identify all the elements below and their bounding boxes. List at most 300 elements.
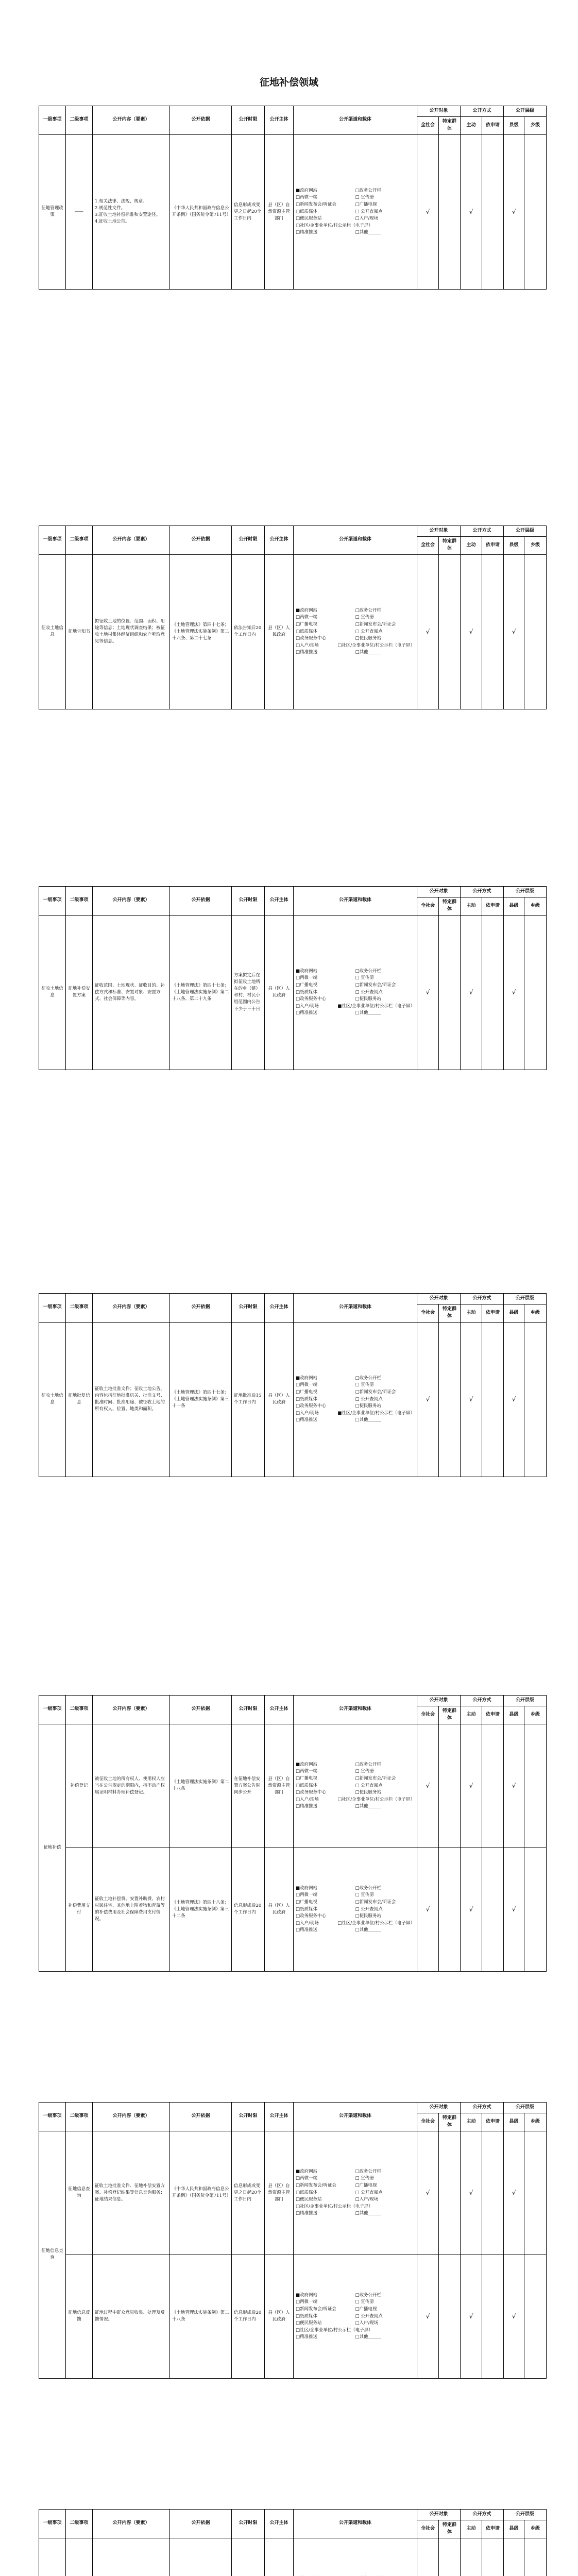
disclosure-table: [39, 886, 547, 1070]
cell-content: 征收土地批准文件、征地补偿安置方案、补偿登记结果等信息查询服务；征地结果信息。: [93, 2131, 170, 2255]
channel-option: □两微一端: [296, 1892, 318, 1898]
column-header-level: 公开层级: [504, 1294, 547, 1304]
channel-option: □纸质媒体: [296, 2313, 318, 2319]
channel-option: □便民服务站: [355, 996, 382, 1002]
channel-option-row: [296, 635, 415, 642]
channel-option-row: [296, 2168, 415, 2176]
column-header-l1: 一级事项: [39, 2103, 66, 2131]
column-header-method: 公开方式: [461, 1294, 504, 1304]
channel-option: □社区/企事业单位/村公示栏（电子屏）: [296, 223, 373, 228]
cell-content: 征收土地补偿费、安置补助费、农村村民住宅、其他地上附着物和青苗等的补偿费用及社会保障费用支付情况。: [93, 1848, 170, 1971]
channel-option: ■政府网站: [296, 2292, 318, 2298]
channel-option: □ 公开查阅点: [355, 989, 383, 995]
cell-content: 征收土地批准文件；征收土地公告，内容包括征地批准机关、批准文号、批准时间、批准用途、被征收土地的所有权人、位置、地类和面积。: [93, 1322, 170, 1477]
column-header-subject: 公开主体: [265, 106, 294, 135]
cell-subject: 县（区）自然资源主管部门: [265, 2131, 294, 2255]
disclosure-table: [39, 526, 547, 709]
cell-channel: [294, 554, 417, 709]
cell-check-mark: [439, 1322, 461, 1477]
cell-check-mark: [524, 2131, 547, 2255]
channel-option-row: [296, 229, 415, 236]
channel-option: □两微一端: [296, 615, 318, 620]
channel-option: □新闻发布会/听证会: [355, 1389, 396, 1395]
cell-level2: 征地补偿安置方案: [66, 915, 93, 1070]
column-header-subject: 公开主体: [265, 1294, 294, 1323]
cell-check-mark: [482, 1322, 504, 1477]
column-subheader-obj_spec: 特定群体: [439, 116, 461, 134]
channel-option-row: [296, 1010, 415, 1017]
cell-level1: [39, 2538, 66, 2576]
channel-option: ■政府网站: [296, 188, 318, 193]
column-header-time: 公开时限: [232, 2510, 265, 2538]
channel-option: □ 公开查阅点: [355, 2190, 383, 2195]
column-subheader-l_county: 县级: [504, 1706, 524, 1724]
column-header-level: 公开层级: [504, 2510, 547, 2520]
column-subheader-l_county: 县级: [504, 897, 524, 915]
channel-option-row: [296, 1382, 415, 1389]
column-subheader-m_request: 依申请: [482, 1706, 504, 1724]
cell-level2: 征地信息反馈: [66, 2255, 93, 2378]
column-subheader-obj_spec: 特定群体: [439, 897, 461, 915]
channel-option: □ 宣传册: [355, 1769, 374, 1774]
header-row: [39, 887, 547, 897]
channel-option: □纸质媒体: [296, 1783, 318, 1788]
channel-option: □纸质媒体: [296, 209, 318, 214]
channel-option: □入户/现场: [296, 1003, 319, 1009]
channel-option: □精准推送: [296, 1927, 318, 1933]
channel-option: □精准推送: [296, 230, 318, 235]
channel-option: □ 宣传册: [355, 1382, 374, 1388]
channel-option: □新闻发布会/听证会: [296, 201, 336, 207]
cell-subject: 县（区）自然资源主管部门: [265, 134, 294, 289]
cell-check-mark: [504, 2538, 524, 2576]
column-header-method: 公开方式: [461, 1696, 504, 1706]
channel-option: □精准推送: [296, 1417, 318, 1423]
column-header-basis: 公开依据: [170, 887, 232, 916]
cell-check-mark: [417, 2538, 439, 2576]
channel-option-row: [296, 1913, 415, 1920]
column-subheader-l_town: 乡级: [524, 897, 547, 915]
column-header-object: 公开对象: [417, 2510, 461, 2520]
column-header-basis: 公开依据: [170, 1294, 232, 1323]
cell-content: 拟征收土地的位置、范围、面积、用途等信息；土地现状调查结果；被征收土地村集体经济组织和农户听取意见等信息。: [93, 554, 170, 709]
channel-option: □便民服务站: [296, 2197, 322, 2202]
column-subheader-obj_all: 全社会: [417, 1706, 439, 1724]
column-header-channel: 公开渠道和载体: [294, 1696, 417, 1724]
channel-option: □ 公开查阅点: [355, 1396, 383, 1402]
table-row: [39, 915, 547, 1070]
channel-option-row: [296, 629, 415, 636]
cell-check-mark: √: [504, 554, 524, 709]
cell-subject: 县（区）人民政府: [265, 554, 294, 709]
channel-option: □政务公开栏: [355, 1375, 382, 1381]
channel-option: □便民服务站: [355, 1913, 382, 1919]
cell-channel: [294, 1322, 417, 1477]
channel-option-row: [296, 1899, 415, 1906]
disclosure-table: [39, 1293, 547, 1477]
table-row: [39, 1724, 547, 1848]
column-subheader-obj_spec: 特定群体: [439, 536, 461, 554]
channel-option-row: [296, 989, 415, 996]
column-header-channel: 公开渠道和载体: [294, 526, 417, 555]
table-row: [39, 1848, 547, 1971]
channel-option: □ 宣传册: [355, 1892, 374, 1898]
channel-option: ■政府网站: [296, 1375, 318, 1381]
channel-option: □ 宣传册: [355, 195, 374, 200]
channel-option: □政务公开栏: [355, 968, 382, 974]
channel-option: □ 公开查阅点: [355, 1783, 383, 1788]
column-subheader-l_town: 乡级: [524, 2113, 547, 2131]
channel-option: □政务公开栏: [355, 1761, 382, 1767]
channel-option: □ 宣传册: [355, 975, 374, 981]
column-subheader-obj_all: 全社会: [417, 1304, 439, 1322]
header-row: [39, 526, 547, 537]
cell-basis: 《土地管理法》第四十七条；《土地管理法实施条例》第二十八条、第二十九条: [170, 915, 232, 1070]
channel-option-row: [296, 1885, 415, 1892]
cell-subject: 县（区）人民政府: [265, 1848, 294, 1971]
cell-check-mark: [439, 2255, 461, 2378]
column-header-object: 公开对象: [417, 887, 461, 897]
channel-option: □政务服务中心: [296, 1403, 327, 1409]
channel-option: □其他______: [355, 1417, 382, 1423]
channel-option-row: [296, 1775, 415, 1783]
channel-option-row: [296, 1375, 415, 1382]
cell-time: 依法告知后20个工作日内: [232, 554, 265, 709]
cell-basis: [170, 2538, 232, 2576]
column-header-content: 公开内容（要素）: [93, 887, 170, 916]
column-header-l2: 二级事项: [66, 526, 93, 555]
column-subheader-m_active: 主动: [461, 2520, 482, 2538]
channel-option: □精准推送: [296, 650, 318, 655]
cell-check-mark: √: [504, 1322, 524, 1477]
cell-check-mark: [482, 134, 504, 289]
column-header-subject: 公开主体: [265, 887, 294, 916]
cell-subject: [265, 2538, 294, 2576]
channel-option: □入户/现场: [296, 1920, 319, 1926]
cell-check-mark: [439, 915, 461, 1070]
channel-option: □纸质媒体: [296, 629, 318, 634]
cell-check-mark: [482, 1724, 504, 1848]
column-header-object: 公开对象: [417, 106, 461, 117]
cell-channel: [294, 915, 417, 1070]
table-row: [39, 2255, 547, 2378]
cell-check-mark: √: [461, 1724, 482, 1848]
column-subheader-l_town: 乡级: [524, 1706, 547, 1724]
channel-option: ■政府网站: [296, 2168, 318, 2174]
cell-content: 征地过程中群众意见收集、处理及反馈情况。: [93, 2255, 170, 2378]
channel-option: □精准推送: [296, 1804, 318, 1809]
cell-level1: 征地管理政策: [39, 134, 66, 289]
cell-level1: 征收土地信息: [39, 554, 66, 709]
cell-time: 在征地补偿安置方案公告时同步公开: [232, 1724, 265, 1848]
column-header-channel: 公开渠道和载体: [294, 2103, 417, 2131]
channel-option-row: [296, 642, 415, 650]
column-header-object: 公开对象: [417, 1696, 461, 1706]
cell-check-mark: √: [461, 554, 482, 709]
cell-channel: [294, 2255, 417, 2378]
cell-time: 信息形成或变更之日起20个工作日内: [232, 2131, 265, 2255]
cell-subject: 县（区）人民政府: [265, 1322, 294, 1477]
cell-level2: ——: [66, 134, 93, 289]
column-header-time: 公开时限: [232, 887, 265, 916]
header-row: [39, 2103, 547, 2113]
channel-option: □两微一端: [296, 2176, 318, 2181]
column-header-method: 公开方式: [461, 2103, 504, 2113]
channel-option-row: [296, 1396, 415, 1403]
column-header-method: 公开方式: [461, 106, 504, 117]
cell-basis: 《中华人民共和国政府信息公开条例》（国务院令第711号）: [170, 2131, 232, 2255]
channel-option: □便民服务站: [296, 2320, 322, 2326]
table-section: [39, 1695, 546, 1972]
column-subheader-obj_spec: 特定群体: [439, 2520, 461, 2538]
channel-option: □两微一端: [296, 1382, 318, 1388]
column-header-l1: 一级事项: [39, 1696, 66, 1724]
channel-option: □政务服务中心: [296, 636, 327, 641]
channel-option: □政务公开栏: [355, 1885, 382, 1891]
cell-check-mark: [439, 554, 461, 709]
column-subheader-m_request: 依申请: [482, 116, 504, 134]
channel-option: □其他______: [355, 1927, 382, 1933]
channel-option: □ 宣传册: [355, 2176, 374, 2181]
column-header-l1: 一级事项: [39, 887, 66, 916]
channel-option: □ 宣传册: [355, 2299, 374, 2305]
cell-channel: [294, 1724, 417, 1848]
channel-option: □广播电视: [296, 1389, 318, 1395]
channel-option-row: [296, 194, 415, 201]
cell-check-mark: √: [417, 134, 439, 289]
cell-check-mark: [524, 915, 547, 1070]
cell-time: 信息形成或变更之日起20个工作日内: [232, 134, 265, 289]
channel-option: □纸质媒体: [296, 1396, 318, 1402]
channel-option-row: [296, 188, 415, 195]
channel-option-row: [296, 2334, 415, 2341]
column-header-channel: 公开渠道和载体: [294, 1294, 417, 1323]
channel-option-row: [296, 2320, 415, 2327]
cell-time: 信息形成后20个工作日内: [232, 1848, 265, 1971]
channel-option-row: [296, 1789, 415, 1797]
header-row: [39, 1294, 547, 1304]
column-subheader-obj_spec: 特定群体: [439, 2113, 461, 2131]
table-section: [39, 886, 546, 1070]
column-subheader-l_county: 县级: [504, 2113, 524, 2131]
cell-check-mark: √: [504, 1724, 524, 1848]
cell-content: 被征收土地的所有权人、使用权人应当在公告规定的期限内，持不动产权属证明材料办理补偿登记。: [93, 1724, 170, 1848]
column-header-l2: 二级事项: [66, 1294, 93, 1323]
column-subheader-obj_all: 全社会: [417, 536, 439, 554]
cell-subject: 县（区）人民政府: [265, 2255, 294, 2378]
column-subheader-m_active: 主动: [461, 536, 482, 554]
column-subheader-l_town: 乡级: [524, 536, 547, 554]
channel-option-row: [296, 607, 415, 615]
cell-check-mark: √: [417, 2255, 439, 2378]
column-header-level: 公开层级: [504, 887, 547, 897]
channel-option: □政务服务中心: [296, 1790, 327, 1795]
channel-option: □政务公开栏: [355, 188, 382, 193]
channel-option: □政务公开栏: [355, 607, 382, 613]
column-header-basis: 公开依据: [170, 526, 232, 555]
column-subheader-m_request: 依申请: [482, 2113, 504, 2131]
column-subheader-obj_spec: 特定群体: [439, 1706, 461, 1724]
table-row: [39, 554, 547, 709]
cell-level1: 征地信息查询: [39, 2131, 66, 2378]
column-header-time: 公开时限: [232, 1696, 265, 1724]
cell-basis: 《土地管理法》第四十八条；《土地管理法实施条例》第三十二条: [170, 1848, 232, 1971]
channel-option-row: [296, 2327, 415, 2334]
channel-option-row: [296, 1892, 415, 1899]
cell-check-mark: [524, 2255, 547, 2378]
channel-option: □广播电视: [296, 1899, 318, 1905]
channel-option-row: [296, 2299, 415, 2306]
channel-option-row: [296, 996, 415, 1003]
cell-time: 方案拟定后在拟征收土地所在的乡（镇）和村、村民小组范围内公告不少于三十日: [232, 915, 265, 1070]
header-row: [39, 1696, 547, 1706]
table-section: [39, 106, 546, 290]
cell-check-mark: [524, 134, 547, 289]
cell-check-mark: √: [461, 2255, 482, 2378]
cell-check-mark: [524, 1724, 547, 1848]
cell-check-mark: [439, 1848, 461, 1971]
column-header-l2: 二级事项: [66, 2103, 93, 2131]
channel-option: □入户/现场: [355, 2197, 379, 2202]
channel-option: □广播电视: [355, 201, 377, 207]
cell-basis: 《中华人民共和国政府信息公开条例》（国务院令第711号）: [170, 134, 232, 289]
channel-option: □广播电视: [355, 2306, 377, 2312]
channel-option: □其他______: [355, 650, 382, 655]
channel-option: □两微一端: [296, 2299, 318, 2305]
channel-option-row: [296, 223, 415, 230]
channel-option: □入户/现场: [355, 216, 379, 222]
channel-option: □纸质媒体: [296, 1906, 318, 1912]
channel-option: □ 公开查阅点: [355, 2313, 383, 2319]
column-header-content: 公开内容（要素）: [93, 526, 170, 555]
channel-option-row: [296, 2306, 415, 2313]
channel-option-row: [296, 1003, 415, 1010]
cell-check-mark: [482, 915, 504, 1070]
cell-check-mark: [439, 2538, 461, 2576]
channel-option: □ 宣传册: [355, 615, 374, 620]
column-header-time: 公开时限: [232, 106, 265, 135]
header-row: [39, 2510, 547, 2520]
channel-option-row: [296, 1906, 415, 1913]
channel-option: □广播电视: [296, 621, 318, 627]
channel-option: ■社区/企事业单位/村公示栏（电子屏）: [337, 1410, 415, 1416]
channel-option-row: [296, 2210, 415, 2217]
channel-option: □两微一端: [296, 195, 318, 200]
cell-check-mark: √: [504, 2255, 524, 2378]
channel-option: □两微一端: [296, 975, 318, 981]
channel-option-row: [296, 1389, 415, 1396]
channel-option: □入户/现场: [296, 642, 319, 648]
channel-option: □广播电视: [296, 982, 318, 988]
cell-check-mark: [524, 1322, 547, 1477]
channel-option: □新闻发布会/听证会: [355, 1775, 396, 1781]
channel-option: □新闻发布会/听证会: [296, 2306, 336, 2312]
cell-level2: [66, 2538, 93, 2576]
cell-time: [232, 2538, 265, 2576]
column-subheader-m_active: 主动: [461, 116, 482, 134]
cell-basis: 《土地管理法实施条例》第二十八条: [170, 1724, 232, 1848]
channel-option-row: [296, 968, 415, 975]
channel-option-row: [296, 2190, 415, 2197]
column-header-basis: 公开依据: [170, 106, 232, 135]
channel-option-row: [296, 1920, 415, 1927]
channel-option: □社区/企事业单位/村公示栏（电子屏）: [337, 642, 415, 648]
channel-option-row: [296, 975, 415, 982]
column-subheader-m_active: 主动: [461, 1706, 482, 1724]
channel-option: □纸质媒体: [296, 2190, 318, 2195]
channel-option-row: [296, 1410, 415, 1417]
cell-check-mark: √: [417, 2131, 439, 2255]
channel-option: □社区/企事业单位/村公示栏（电子屏）: [337, 1797, 415, 1802]
channel-option: ■社区/企事业单位/村公示栏（电子屏）: [337, 1003, 415, 1009]
disclosure-table: [39, 2102, 547, 2379]
column-header-basis: 公开依据: [170, 2510, 232, 2538]
channel-option-row: [296, 649, 415, 656]
cell-check-mark: [461, 2538, 482, 2576]
cell-level1: 征收土地信息: [39, 915, 66, 1070]
column-header-time: 公开时限: [232, 526, 265, 555]
column-subheader-l_county: 县级: [504, 1304, 524, 1322]
channel-option: □政务服务中心: [296, 1913, 327, 1919]
cell-check-mark: √: [417, 915, 439, 1070]
cell-check-mark: √: [461, 134, 482, 289]
channel-option-row: [296, 2313, 415, 2320]
column-header-basis: 公开依据: [170, 1696, 232, 1724]
channel-option: □便民服务站: [355, 636, 382, 641]
channel-option: □新闻发布会/听证会: [355, 1899, 396, 1905]
column-header-l2: 二级事项: [66, 106, 93, 135]
column-header-subject: 公开主体: [265, 2510, 294, 2538]
channel-option: □其他______: [355, 1804, 382, 1809]
channel-option: □便民服务站: [355, 1403, 382, 1409]
channel-option-row: [296, 982, 415, 989]
column-subheader-obj_all: 全社会: [417, 116, 439, 134]
cell-content: 1.相关法律、法规、规章。 2.规范性文件。 3.征收土地补偿标准和安置途径。 4.征收土地公告。: [93, 134, 170, 289]
cell-level2: 征地信息查询: [66, 2131, 93, 2255]
column-header-time: 公开时限: [232, 2103, 265, 2131]
channel-option: ■政府网站: [296, 607, 318, 613]
disclosure-table: [39, 2509, 547, 2576]
channel-option: □便民服务站: [296, 216, 322, 222]
channel-option: □ 公开查阅点: [355, 629, 383, 634]
table-section: [39, 2509, 546, 2576]
channel-option: □其他______: [355, 2211, 382, 2216]
column-header-channel: 公开渠道和载体: [294, 2510, 417, 2538]
column-header-subject: 公开主体: [265, 2103, 294, 2131]
channel-option: □新闻发布会/听证会: [296, 2182, 336, 2188]
channel-option: ■政府网站: [296, 1885, 318, 1891]
cell-level1: 征收土地信息: [39, 1322, 66, 1477]
channel-option-row: [296, 215, 415, 223]
column-subheader-l_town: 乡级: [524, 1304, 547, 1322]
cell-check-mark: √: [417, 1724, 439, 1848]
channel-option-row: [296, 1417, 415, 1424]
column-header-basis: 公开依据: [170, 2103, 232, 2131]
column-subheader-l_county: 县级: [504, 116, 524, 134]
column-subheader-m_request: 依申请: [482, 1304, 504, 1322]
channel-option-row: [296, 1797, 415, 1804]
channel-option-row: [296, 1403, 415, 1410]
table-section: [39, 2102, 546, 2379]
channel-option: □入户/现场: [296, 1797, 319, 1802]
cell-check-mark: [439, 1724, 461, 1848]
column-header-content: 公开内容（要素）: [93, 2103, 170, 2131]
channel-option: □其他______: [355, 230, 382, 235]
cell-check-mark: √: [461, 915, 482, 1070]
channel-option-row: [296, 2196, 415, 2204]
column-subheader-obj_all: 全社会: [417, 2520, 439, 2538]
disclosure-table: [39, 1695, 547, 1972]
